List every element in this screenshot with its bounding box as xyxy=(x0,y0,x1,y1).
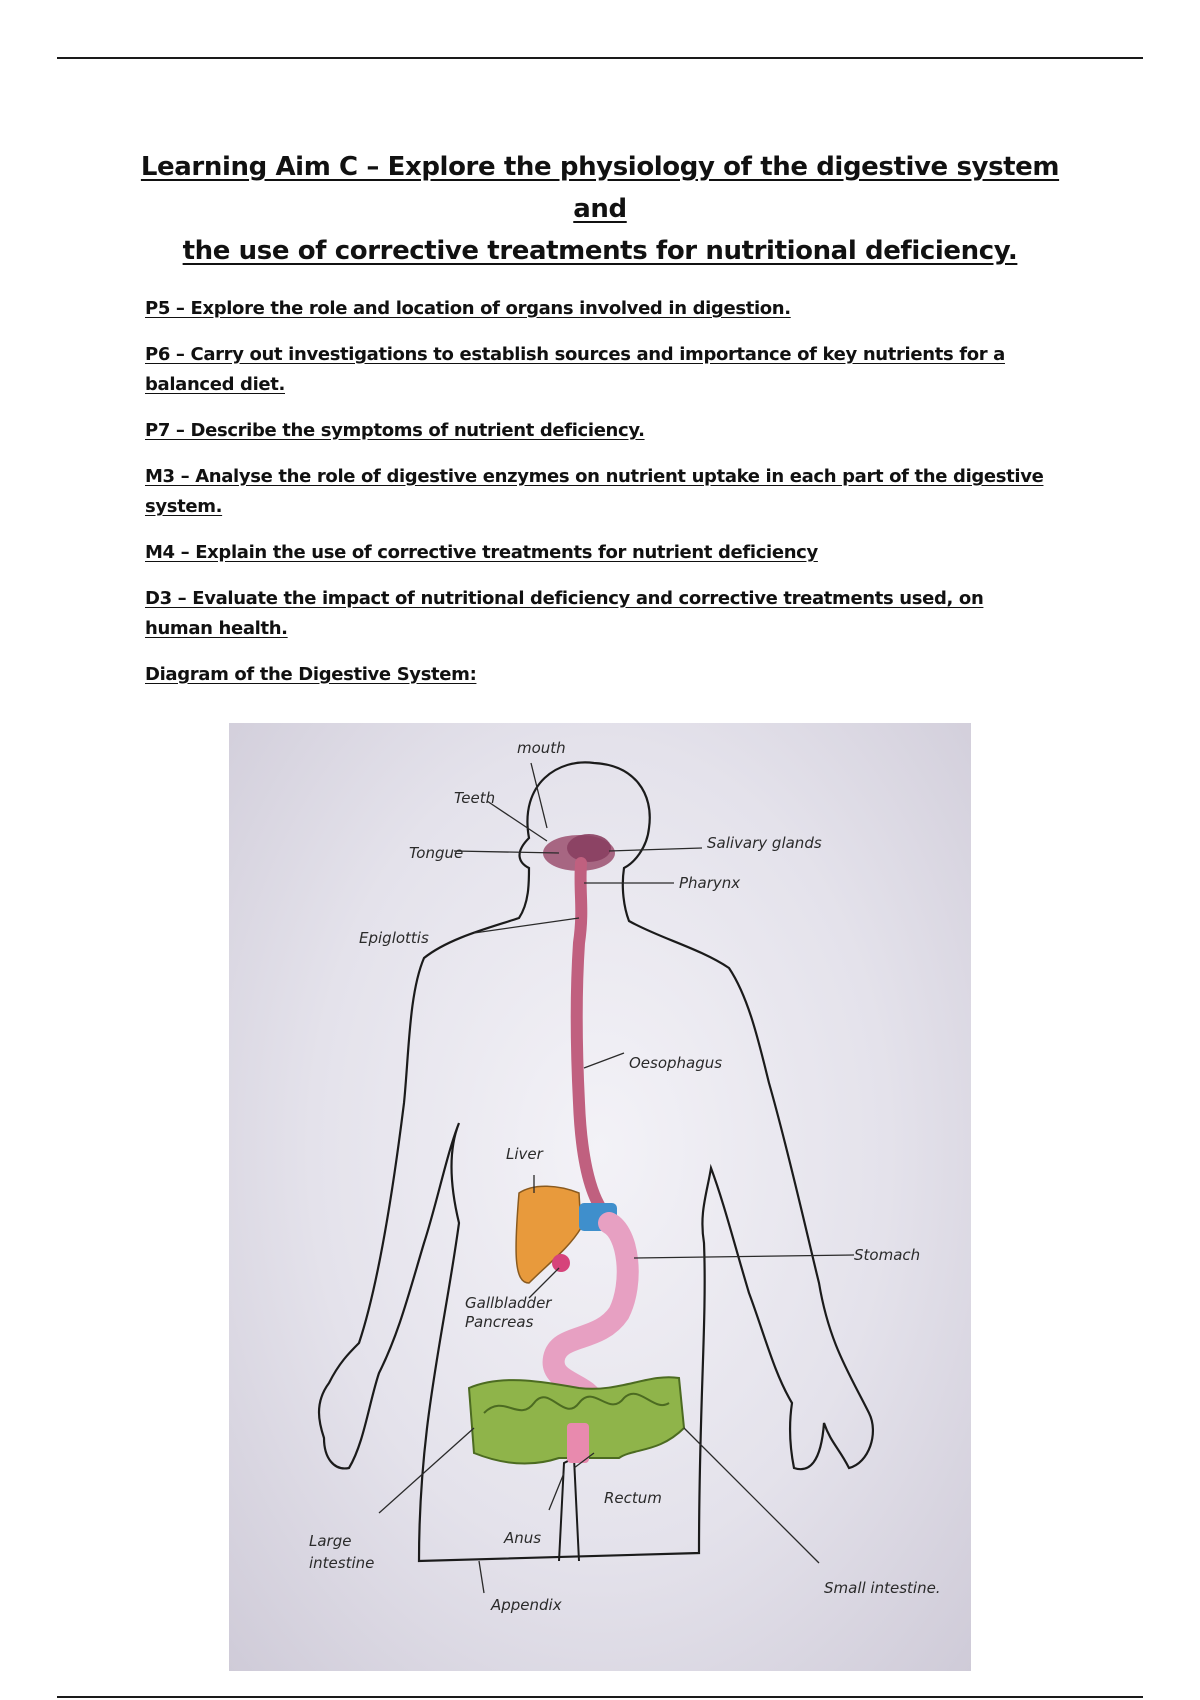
label-epiglottis: Epiglottis xyxy=(359,929,429,947)
label-stomach: Stomach xyxy=(854,1246,921,1264)
salivary-glands xyxy=(567,834,611,862)
top-rule xyxy=(57,57,1143,59)
digestive-system-diagram xyxy=(229,723,971,1671)
label-pancreas: Pancreas xyxy=(465,1313,534,1331)
label-rectum: Rectum xyxy=(604,1489,662,1507)
label-gallbladder: Gallbladder xyxy=(465,1294,552,1312)
label-small-intestine: Small intestine. xyxy=(824,1579,941,1597)
gallbladder-shape xyxy=(552,1254,570,1272)
digestive-system-drawing xyxy=(229,723,971,1671)
label-anus: Anus xyxy=(504,1529,542,1547)
leader-stomach xyxy=(634,1255,854,1258)
title-line-1: Learning Aim C – Explore the physiology of the digestive system and xyxy=(140,152,1060,224)
label-tongue: Tongue xyxy=(409,844,464,862)
criteria-list xyxy=(145,294,1045,706)
label-mouth: mouth xyxy=(517,739,566,757)
leader-oesophagus xyxy=(584,1053,624,1068)
label-oesophagus: Oesophagus xyxy=(629,1054,723,1072)
leader-teeth xyxy=(487,801,547,841)
criterion-m3: M3 – Analyse the role of digestive enzymes on nutrient uptake in each part of the digestive system. xyxy=(145,466,1044,517)
leader-salivary xyxy=(609,848,702,851)
criterion-p5: P5 – Explore the role and location of organs involved in digestion. xyxy=(145,298,791,319)
criterion-m4: M4 – Explain the use of corrective treatments for nutrient deficiency xyxy=(145,542,818,563)
label-pharynx: Pharynx xyxy=(679,874,741,892)
leader-epiglottis xyxy=(474,918,579,933)
liver-shape xyxy=(516,1186,581,1283)
page-title xyxy=(130,146,1070,272)
rectum-shape xyxy=(567,1423,589,1463)
leg-gap-line xyxy=(559,1458,579,1561)
criterion-p7: P7 – Describe the symptoms of nutrient deficiency. xyxy=(145,420,645,441)
leader-small-intestine xyxy=(684,1428,819,1563)
label-salivary-glands: Salivary glands xyxy=(707,834,822,852)
criterion-d3: D3 – Evaluate the impact of nutritional deficiency and corrective treatments used, on human health. xyxy=(145,588,984,639)
leader-appendix xyxy=(479,1561,484,1593)
stomach-shape xyxy=(554,1223,628,1403)
oesophagus-tube xyxy=(577,863,604,1213)
label-liver: Liver xyxy=(506,1145,543,1163)
label-appendix: Appendix xyxy=(491,1596,562,1614)
label-large-intestine-line-2: intestine xyxy=(309,1554,375,1572)
bottom-rule xyxy=(57,1696,1143,1698)
criterion-p6: P6 – Carry out investigations to establish sources and importance of key nutrients for a balanced diet. xyxy=(145,344,1005,395)
label-large-intestine-line-1: Large xyxy=(309,1532,352,1550)
diagram-heading: Diagram of the Digestive System: xyxy=(145,664,477,685)
label-teeth: Teeth xyxy=(454,789,496,807)
leader-lines xyxy=(379,763,854,1593)
title-line-2: the use of corrective treatments for nutritional deficiency. xyxy=(182,236,1018,266)
